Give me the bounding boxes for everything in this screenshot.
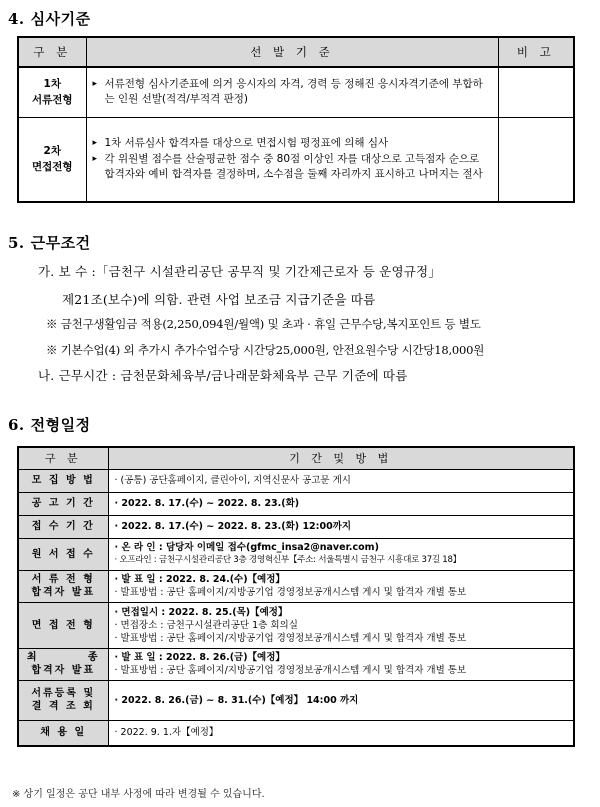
stage-type: 서류전형 [31, 94, 73, 107]
schedule-label-line: 합격자 발표 [31, 665, 96, 676]
criteria-cell [86, 117, 498, 202]
screening-criteria-table [17, 36, 575, 203]
schedule-label-line: 서 류 전 형 [31, 574, 95, 585]
section5-number: 5. [8, 234, 25, 252]
section4-heading [8, 8, 91, 29]
schedule-label: 공 고 기 간 [18, 492, 108, 515]
schedule-line: · 발 표 일 : 2022. 8. 26.(금)【예정】 [114, 652, 285, 663]
schedule-line: · 2022. 8. 26.(금) ~ 8. 31.(수)【예정】 14:00 까지 [114, 694, 359, 706]
schedule-label: 원 서 접 수 [18, 538, 108, 570]
schedule-line: · 오프라인 : 금천구시설관리공단 3층 경영혁신부【주소: 서울특별시 금천구 시흥대로 37길 18】 [114, 555, 461, 565]
header-category: 구 분 [18, 447, 108, 469]
stage-cell [18, 67, 86, 117]
schedule-label: 채 용 일 [18, 720, 108, 746]
schedule-label-line: 서류등록 및 [31, 688, 96, 699]
schedule-change-note: ※ 상기 일정은 공단 내부 사정에 따라 변경될 수 있습니다. [12, 789, 265, 800]
schedule-label-line: 최 종 [26, 652, 100, 663]
table-header-row [18, 447, 574, 469]
schedule-line: · 2022. 9. 1.자【예정】 [114, 727, 219, 739]
allowance-note-line: ※ 기본수업(4) 외 추가시 추가수업수당 시간당25,000원, 안전요원수당 시간당18,000원 [46, 343, 485, 357]
section6-number: 6. [8, 416, 25, 434]
section5-title: 근무조건 [30, 234, 91, 252]
schedule-content [108, 515, 574, 538]
section5-heading [8, 232, 91, 253]
schedule-content [108, 680, 574, 720]
salary-rule-line: 제21조(보수)에 의함. 관련 사업 보조금 지급기준을 따름 [62, 292, 376, 307]
table-row [18, 720, 574, 746]
wage-note-line: ※ 금천구생활임금 적용(2,250,094원/월액) 및 초과 · 휴일 근무수당,복지포인트 등 별도 [46, 317, 481, 331]
schedule-line: · 온 라 인 : 담당자 이메일 접수(gfmc_insa2@naver.com) [114, 542, 379, 553]
schedule-label-line: 결 격 조 회 [31, 701, 95, 712]
work-hours-line: 나. 근무시간 : 금천문화체육부/금나래문화체육부 근무 기준에 따름 [38, 368, 408, 383]
remark-cell [498, 117, 574, 202]
remark-cell [498, 67, 574, 117]
schedule-label: 모 집 방 법 [18, 469, 108, 492]
criteria-cell [86, 67, 498, 117]
stage-cell [18, 117, 86, 202]
section6-heading [8, 414, 91, 435]
salary-line: 가. 보 수 :「금천구 시설관리공단 공무직 및 기간제근로자 등 운영규정」 [38, 264, 441, 279]
table-row [18, 538, 574, 570]
stage-round: 1차 [43, 78, 61, 91]
criteria-item: ▸ 각 위원별 점수를 산술평균한 점수 중 80점 이상인 자를 대상으로 고득점자 순으로 합격자와 예비 합격자를 결정하며, 소수점을 둘째 자리까지 표시하고 나머지는 절사 [93, 152, 492, 183]
table-row [18, 67, 574, 117]
stage-type: 면접전형 [31, 161, 73, 174]
schedule-content [108, 648, 574, 680]
schedule-content [108, 492, 574, 515]
schedule-line: · 발표방법 : 공단 홈페이지/지방공기업 경영정보공개시스템 게시 및 합격자 개별 통보 [114, 632, 467, 644]
schedule-line: · 2022. 8. 17.(수) ~ 2022. 8. 23.(화) 12:00까지 [114, 521, 352, 532]
schedule-label: 접 수 기 간 [18, 515, 108, 538]
criteria-item: ▸ 서류전형 심사기준표에 의거 응시자의 자격, 경력 등 정해진 응시자격기준에 부합하는 인원 선발(적격/부적격 판정) [93, 77, 492, 108]
schedule-label [18, 570, 108, 602]
schedule-label-line: 합격자 발표 [31, 587, 96, 598]
schedule-label: 면 접 전 형 [18, 602, 108, 648]
schedule-label [18, 680, 108, 720]
schedule-line: · 발표방법 : 공단 홈페이지/지방공기업 경영정보공개시스템 게시 및 합격자 개별 통보 [114, 665, 467, 676]
table-row [18, 602, 574, 648]
schedule-content [108, 570, 574, 602]
schedule-table [17, 446, 575, 747]
table-header-row [18, 37, 574, 67]
schedule-line: · 발표방법 : 공단 홈페이지/지방공기업 경영정보공개시스템 게시 및 합격자 개별 통보 [114, 587, 467, 598]
section4-number: 4. [8, 10, 25, 28]
stage-round: 2차 [43, 145, 61, 158]
table-row [18, 469, 574, 492]
table-row [18, 117, 574, 202]
table-row [18, 515, 574, 538]
criteria-item: ▸ 1차 서류심사 합격자를 대상으로 면접시험 평정표에 의해 심사 [93, 136, 492, 152]
schedule-content [108, 720, 574, 746]
table-row [18, 570, 574, 602]
section6-title: 전형일정 [30, 416, 91, 434]
schedule-line: · 면접일시 : 2022. 8. 25.(목)【예정】 [114, 606, 288, 618]
section4-title: 심사기준 [30, 10, 91, 28]
header-remark: 비 고 [498, 37, 574, 67]
schedule-line: · (공통) 공단홈페이지, 클린아이, 지역신문사 공고문 게시 [114, 475, 351, 486]
schedule-content [108, 538, 574, 570]
schedule-content [108, 602, 574, 648]
schedule-line: · 발 표 일 : 2022. 8. 24.(수)【예정】 [114, 574, 285, 585]
schedule-content [108, 469, 574, 492]
header-period-method: 기 간 및 방 법 [108, 447, 574, 469]
schedule-line: · 2022. 8. 17.(수) ~ 2022. 8. 23.(화) [114, 498, 300, 509]
header-criteria: 선 발 기 준 [86, 37, 498, 67]
table-row [18, 648, 574, 680]
schedule-line: · 면접장소 : 금천구시설관리공단 1층 회의실 [114, 619, 298, 631]
table-row [18, 492, 574, 515]
header-category: 구 분 [18, 37, 86, 67]
table-row [18, 680, 574, 720]
schedule-label [18, 648, 108, 680]
